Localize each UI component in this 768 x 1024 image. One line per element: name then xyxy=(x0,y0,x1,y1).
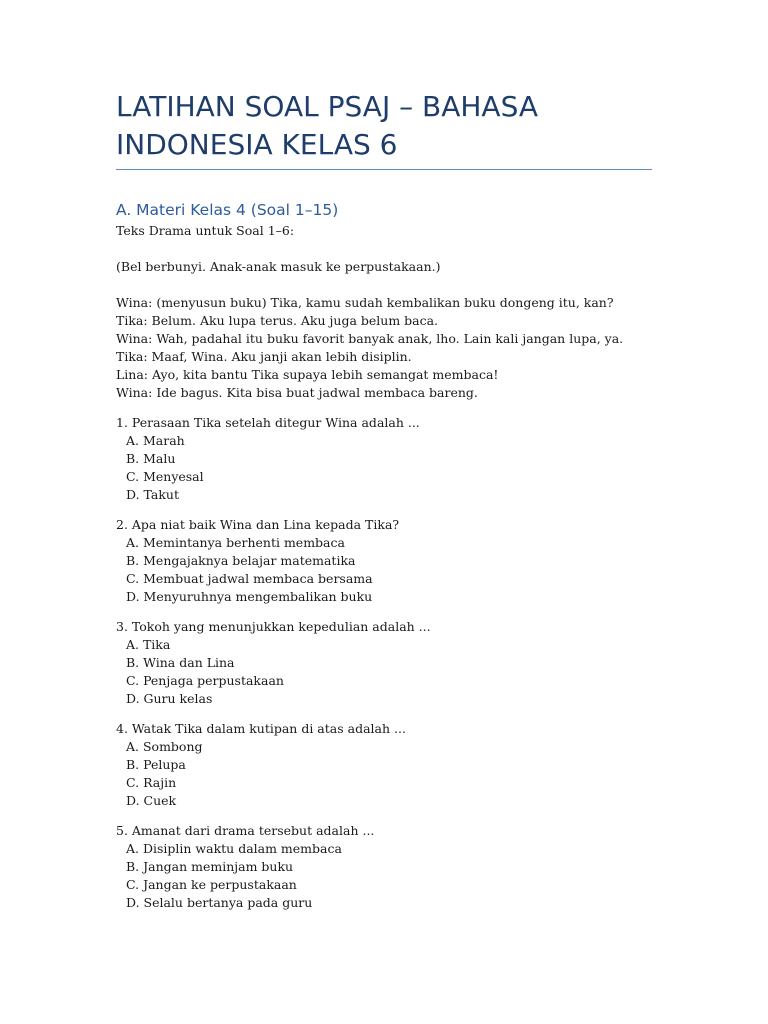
document-title: LATIHAN SOAL PSAJ – BAHASA INDONESIA KELAS 6 xyxy=(116,90,539,161)
dialogue-line: Wina: Ide bagus. Kita bisa buat jadwal membaca bareng. xyxy=(116,385,478,400)
answer-option: C. Penjaga perpustakaan xyxy=(126,673,284,688)
dialogue-block xyxy=(116,294,676,402)
question-2 xyxy=(116,516,676,606)
answer-option: D. Guru kelas xyxy=(126,691,213,706)
answer-option: A. Tika xyxy=(126,637,171,652)
question-text: 4. Watak Tika dalam kutipan di atas adalah ... xyxy=(116,721,406,736)
stage-direction: (Bel berbunyi. Anak-anak masuk ke perpustakaan.) xyxy=(116,259,441,274)
title-underline xyxy=(116,169,652,170)
question-text: 1. Perasaan Tika setelah ditegur Wina adalah ... xyxy=(116,415,420,430)
dialogue-line: Lina: Ayo, kita bantu Tika supaya lebih semangat membaca! xyxy=(116,367,499,382)
question-5 xyxy=(116,822,676,912)
dialogue-line: Tika: Maaf, Wina. Aku janji akan lebih disiplin. xyxy=(116,349,412,364)
answer-option: C. Menyesal xyxy=(126,469,204,484)
answer-option: B. Mengajaknya belajar matematika xyxy=(126,553,356,568)
answer-option: A. Memintanya berhenti membaca xyxy=(126,535,345,550)
question-4 xyxy=(116,720,676,810)
answer-option: D. Menyuruhnya mengembalikan buku xyxy=(126,589,373,604)
answer-option: A. Marah xyxy=(126,433,185,448)
answer-option: B. Pelupa xyxy=(126,757,186,772)
answer-option: C. Jangan ke perpustakaan xyxy=(126,877,297,892)
question-1 xyxy=(116,414,676,504)
drama-intro: Teks Drama untuk Soal 1–6: xyxy=(116,223,295,238)
question-text: 5. Amanat dari drama tersebut adalah ... xyxy=(116,823,375,838)
dialogue-line: Tika: Belum. Aku lupa terus. Aku juga belum baca. xyxy=(116,313,439,328)
answer-option: D. Cuek xyxy=(126,793,177,808)
answer-option: A. Sombong xyxy=(126,739,203,754)
answer-option: B. Jangan meminjam buku xyxy=(126,859,294,874)
question-3 xyxy=(116,618,676,708)
dialogue-line: Wina: (menyusun buku) Tika, kamu sudah kembalikan buku dongeng itu, kan? xyxy=(116,295,614,310)
answer-option: B. Wina dan Lina xyxy=(126,655,235,670)
section-heading: A. Materi Kelas 4 (Soal 1–15) xyxy=(116,201,339,219)
question-list xyxy=(116,414,676,912)
answer-option: B. Malu xyxy=(126,451,176,466)
answer-option: D. Selalu bertanya pada guru xyxy=(126,895,313,910)
document-body xyxy=(116,222,676,912)
answer-option: D. Takut xyxy=(126,487,179,502)
dialogue-line: Wina: Wah, padahal itu buku favorit banyak anak, lho. Lain kali jangan lupa, ya. xyxy=(116,331,624,346)
answer-option: C. Rajin xyxy=(126,775,177,790)
question-text: 3. Tokoh yang menunjukkan kepedulian adalah ... xyxy=(116,619,431,634)
answer-option: C. Membuat jadwal membaca bersama xyxy=(126,571,373,586)
question-text: 2. Apa niat baik Wina dan Lina kepada Tika? xyxy=(116,517,400,532)
answer-option: A. Disiplin waktu dalam membaca xyxy=(126,841,342,856)
